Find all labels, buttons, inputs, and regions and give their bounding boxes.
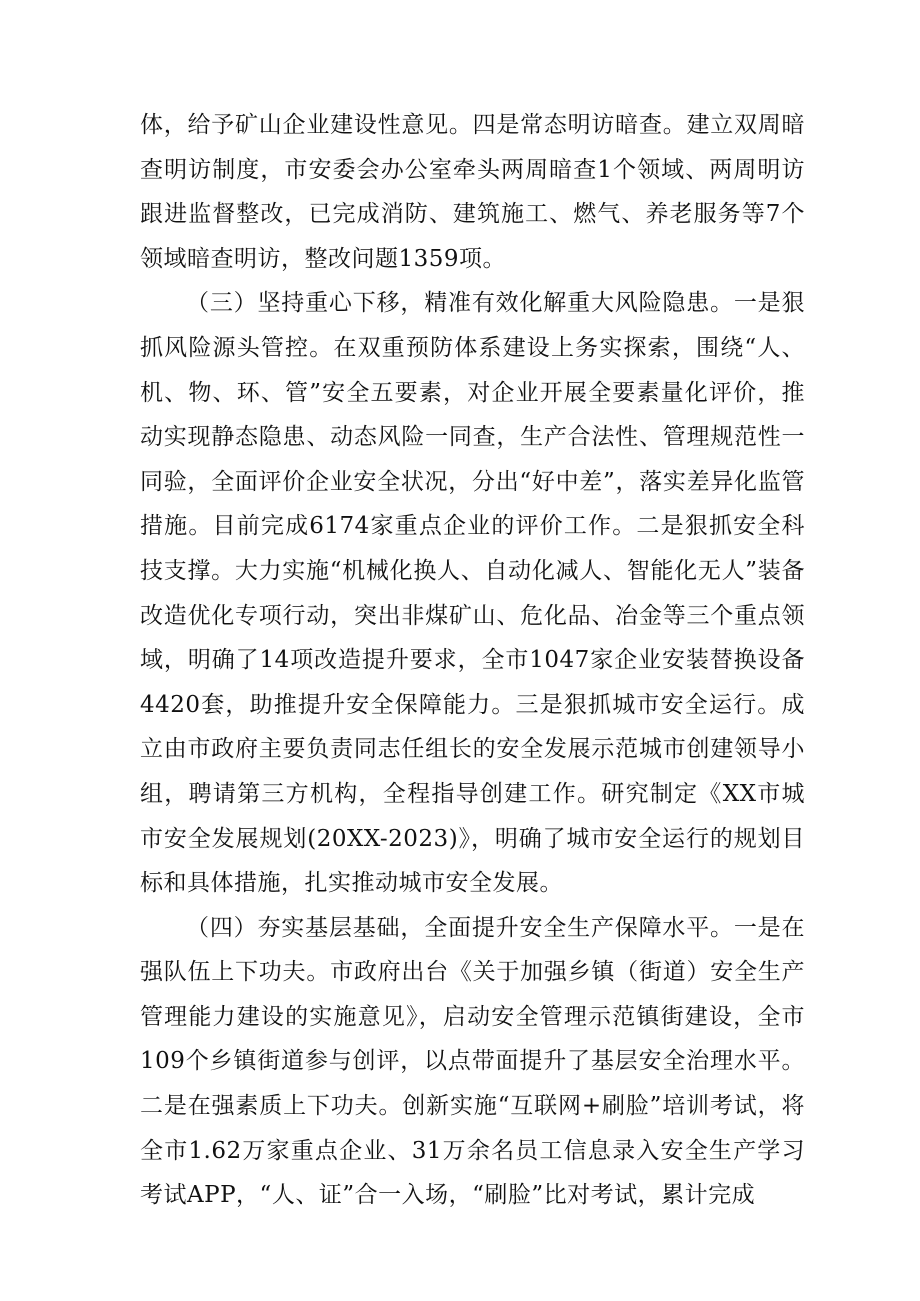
document-body bbox=[140, 103, 805, 1218]
paragraph-section-four: （四）夯实基层基础，全面提升安全生产保障水平。一是在强队伍上下功夫。市政府出台《关于加强乡镇（街道）安全生产管理能力建设的实施意见》，启动安全管理示范镇街建设，全市109个乡镇街道参与创评，以点带面提升了基层安全治理水平。二是在强素质上下功夫。创新实施“互联网+刷脸”培训考试，将全市1.62万家重点企业、31万余名员工信息录入安全生产学习考试APP，“人、证”合一入场，“刷脸”比对考试，累计完成 bbox=[140, 914, 805, 1209]
paragraph-continued: 体，给予矿山企业建设性意见。四是常态明访暗查。建立双周暗查明访制度，市安委会办公室牵头两周暗查1个领域、两周明访跟进监督整改，已完成消防、建筑施工、燃气、养老服务等7个领域暗查明访，整改问题1359项。 bbox=[140, 112, 805, 272]
paragraph-section-three: （三）坚持重心下移，精准有效化解重大风险隐患。一是狠抓风险源头管控。在双重预防体系建设上务实探索，围绕“人、机、物、环、管”安全五要素，对企业开展全要素量化评价，推动实现静态隐患、动态风险一同查，生产合法性、管理规范性一同验，全面评价企业安全状况，分出“好中差”，落实差异化监管措施。目前完成6174家重点企业的评价工作。二是狠抓安全科技支撑。大力实施“机械化换人、自动化减人、智能化无人”装备改造优化专项行动，突出非煤矿山、危化品、冶金等三个重点领域，明确了14项改造提升要求，全市1047家企业安装替换设备4420套，助推提升安全保障能力。三是狠抓城市安全运行。成立由市政府主要负责同志任组长的安全发展示范城市创建领导小组，聘请第三方机构，全程指导创建工作。研究制定《XX市城市安全发展规划(20XX-2023)》，明确了城市安全运行的规划目标和具体措施，扎实推动城市安全发展。 bbox=[140, 290, 805, 897]
